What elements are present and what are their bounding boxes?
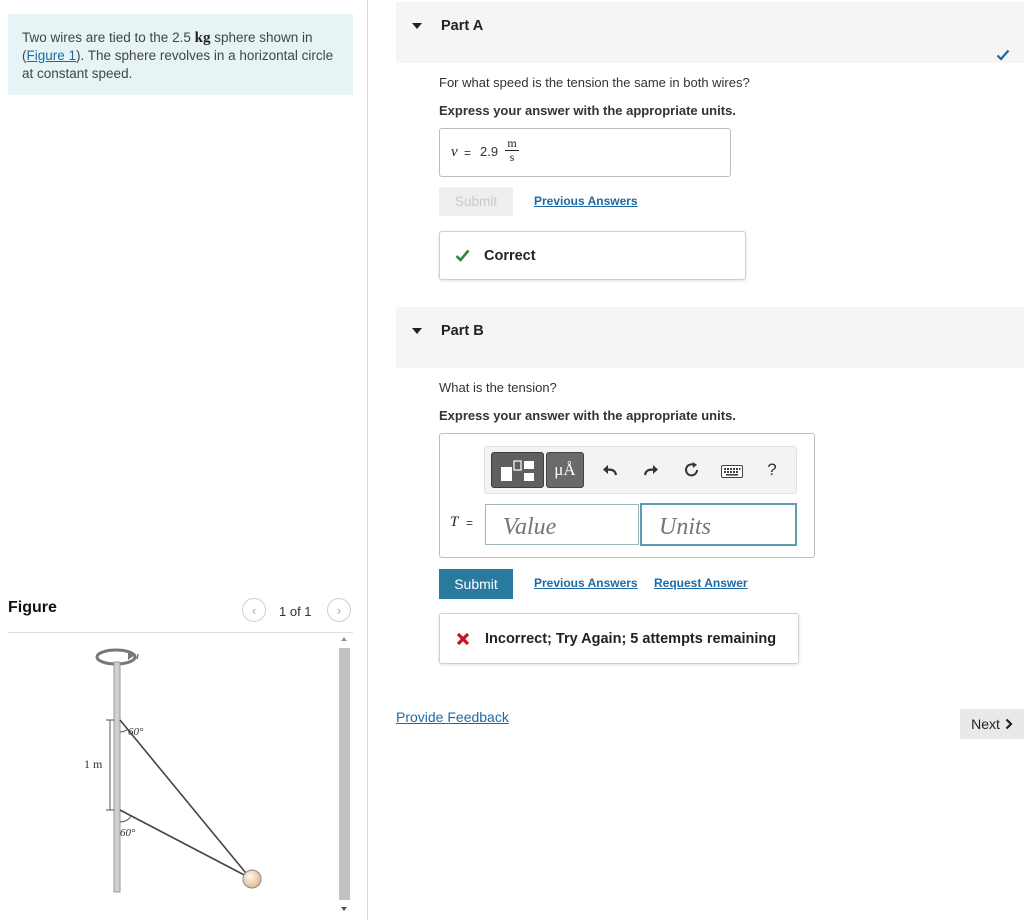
sphere [243,870,261,888]
chevron-right-icon: › [336,602,342,618]
unit-denominator: s [505,150,519,163]
undo-icon[interactable] [600,459,620,481]
figure-heading: Figure [8,599,57,616]
part-a-title[interactable]: Part A [441,18,484,34]
length-label: 1 m [84,757,103,771]
caret-down-icon[interactable] [412,328,422,334]
part-a-instruction: Express your answer with the appropriate units. [439,103,736,118]
problem-text-before: Two wires are tied to the 2.5 [22,30,191,45]
part-b-title[interactable]: Part B [441,323,484,339]
units-input[interactable] [640,503,797,546]
part-a-previous-answers-link[interactable]: Previous Answers [534,194,638,208]
problem-text-middle: sphere shown in ( [22,30,313,63]
unit-numerator: m [507,136,517,150]
part-b-feedback-text: Incorrect; Try Again; 5 attempts remaining [485,630,777,647]
checkmark-icon [996,49,1010,61]
x-icon [456,632,470,646]
redo-icon[interactable] [641,459,661,481]
problem-statement [8,14,353,95]
mass-unit: kg [194,30,211,46]
part-b-equals: = [466,516,474,530]
part-a-header[interactable] [396,2,1024,63]
templates-button[interactable] [491,452,544,488]
chevron-right-icon [1005,718,1013,730]
part-a-equals: = [464,146,472,160]
figure-illustration [70,640,270,900]
caret-down-icon[interactable] [412,23,422,29]
next-button-label: Next [971,716,1000,732]
lower-wire [120,810,250,878]
part-a-submit-button[interactable]: Submit [439,187,513,216]
templates-icon [492,453,545,489]
part-b-submit-button[interactable]: Submit [439,569,513,599]
figure-link[interactable]: Figure 1 [26,48,77,63]
top-angle-label: 60° [128,726,144,738]
checkmark-icon [455,249,470,262]
provide-feedback-link[interactable]: Provide Feedback [396,709,509,725]
part-b-previous-answers-link[interactable]: Previous Answers [534,576,638,590]
part-a-feedback-text: Correct [484,247,536,264]
part-b-instruction: Express your answer with the appropriate units. [439,408,736,423]
scrollbar-thumb[interactable] [339,648,350,900]
upper-wire [120,720,250,878]
chevron-left-icon: ‹ [251,602,257,618]
part-a-value: 2.9 [480,144,499,159]
units-button[interactable]: μÅ [546,452,584,488]
figure-divider [8,632,353,633]
vertical-pole [114,662,120,892]
help-button[interactable]: ? [767,460,777,479]
next-figure-button[interactable] [327,598,351,622]
value-input[interactable] [485,504,639,545]
panel-divider [367,0,368,920]
prev-figure-button[interactable] [242,598,266,622]
reset-icon[interactable] [682,459,702,481]
part-a-question: For what speed is the tension the same in both wires? [439,75,750,90]
scroll-up-icon[interactable] [341,637,347,641]
figure-pager: 1 of 1 [279,604,312,619]
part-a-unit-fraction [505,137,519,163]
part-b-variable: T [450,514,459,530]
keyboard-icon[interactable] [720,461,744,481]
bottom-angle-label: 60° [120,827,136,839]
scroll-down-icon[interactable] [341,907,347,911]
part-b-question: What is the tension? [439,380,557,395]
next-button[interactable] [960,709,1024,739]
problem-text-after: ). The sphere revolves in a horizontal circle at constant speed. [22,48,334,81]
part-a-variable: v [451,144,458,160]
part-b-header[interactable] [396,307,1024,368]
request-answer-link[interactable]: Request Answer [654,576,748,590]
part-a-feedback [439,231,746,280]
part-b-feedback [439,613,799,664]
